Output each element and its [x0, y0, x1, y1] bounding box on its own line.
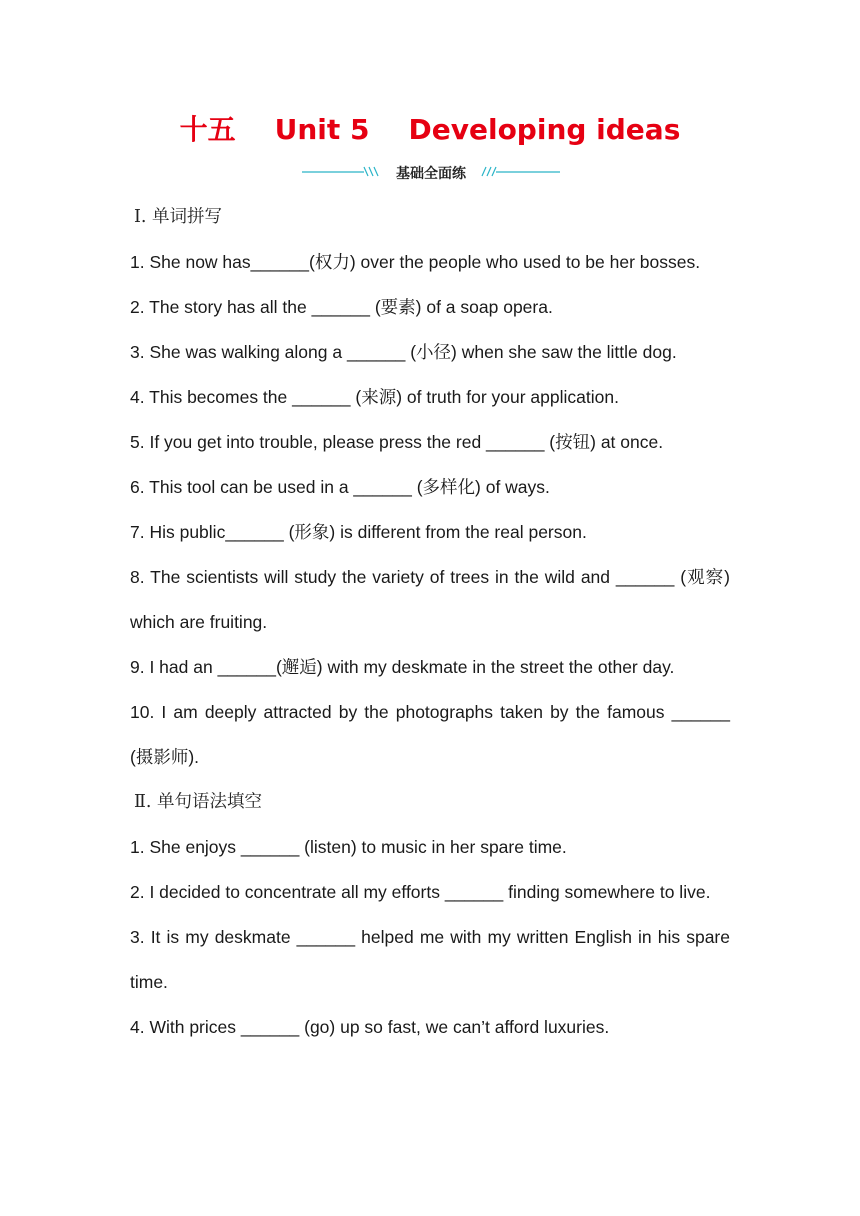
exercise-item: 4. This becomes the ______ (来源) of truth for your application. [130, 387, 619, 407]
exercise-item: 4. With prices ______ (go) up so fast, we can’t afford luxuries. [130, 1017, 610, 1037]
section-banner [300, 160, 562, 184]
exercise-item: 1. She enjoys ______ (listen) to music in her spare time. [130, 837, 567, 857]
exercise-item: 10. I am deeply attracted by the photographs taken by the famous ______ (摄影师). [130, 702, 730, 767]
exercise-item: 1. She now has______(权力) over the people who used to be her bosses. [130, 252, 701, 272]
section-heading-spelling: Ⅰ. 单词拼写 [134, 207, 223, 227]
exercise-item: 3. She was walking along a ______ (小径) when she saw the little dog. [130, 342, 677, 362]
exercise-item: 5. If you get into trouble, please press the red ______ (按钮) at once. [130, 432, 664, 452]
banner-label: 基础全面练 [396, 166, 466, 182]
page-title: 十五 Unit 5 Developing ideas [179, 113, 681, 146]
exercise-item: 3. It is my deskmate ______ helped me with my written English in his spare time. [130, 927, 730, 992]
exercise-item: 2. The story has all the ______ (要素) of a soap opera. [130, 297, 553, 317]
exercise-content [130, 195, 730, 1050]
exercise-item: 8. The scientists will study the variety of trees in the wild and ______ (观察) which are fruiting. [130, 567, 730, 632]
exercise-item: 6. This tool can be used in a ______ (多样化) of ways. [130, 477, 550, 497]
exercise-item: 2. I decided to concentrate all my efforts ______ finding somewhere to live. [130, 882, 711, 902]
exercise-item: 7. His public______ (形象) is different from the real person. [130, 522, 587, 542]
exercise-item: 9. I had an ______(邂逅) with my deskmate in the street the other day. [130, 657, 675, 677]
section-heading-grammar: Ⅱ. 单句语法填空 [134, 792, 263, 812]
